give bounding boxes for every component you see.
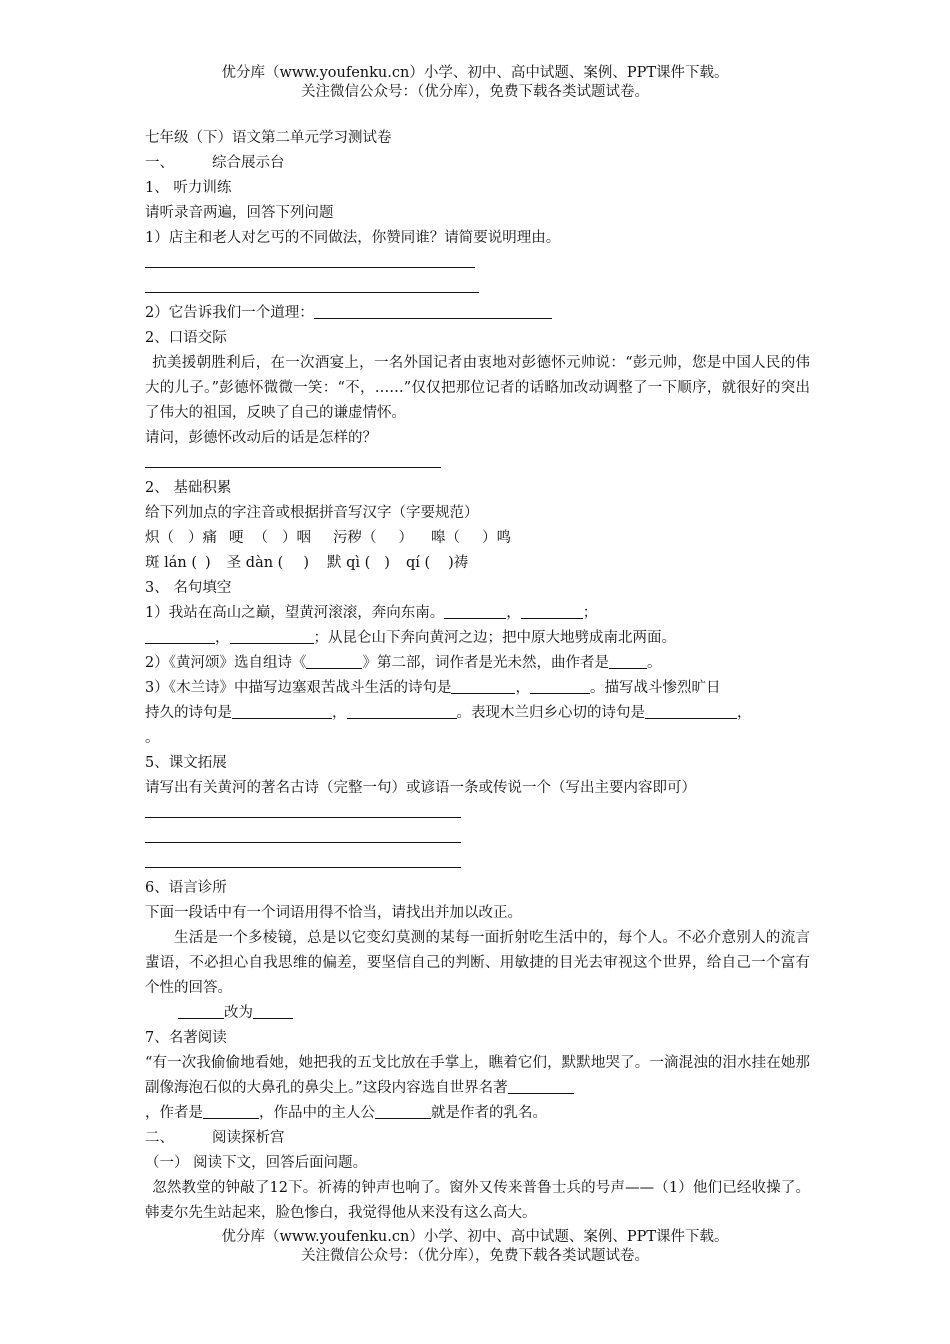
answer-blank[interactable] [347, 704, 457, 719]
q4-s3-line3: 。 [145, 730, 160, 746]
char-item: 炽（ [145, 530, 174, 546]
q4-punct: ， [737, 705, 752, 721]
document-body [145, 126, 810, 1226]
answer-blank[interactable] [314, 304, 552, 319]
answer-line[interactable] [145, 851, 810, 876]
q1-title: 1、 听力训练 [145, 180, 232, 196]
q4-s2 [145, 651, 810, 676]
pinyin-item: 圣 dàn ( [226, 555, 284, 571]
r1-passage: 忽然教堂的钟敲了12下。祈祷的钟声也响了。窗外又传来普鲁士兵的号声——（1）他们已经收操了。韩麦尔先生站起来，脸色惨白，我觉得他从来没有这么高大。 [145, 1180, 810, 1221]
q4-text: ；从昆仑山下奔向黄河之边；把中原大地劈成南北两面。 [313, 630, 676, 646]
q6-change-row [145, 1001, 810, 1026]
footer-line-1: 优分库（www.youfenku.cn）小学、初中、高中试题、案例、PPT课件下载。 [221, 1229, 729, 1245]
answer-line[interactable] [145, 276, 810, 301]
q4-text: 》第二部，词作者是光未然，曲作者是 [362, 655, 609, 671]
q6-intro: 下面一段话中有一个词语用得不恰当，请找出并加以改正。 [145, 905, 522, 921]
header-line-2: 关注微信公众号：（优分库），免费下载各类试题试卷。 [301, 84, 649, 100]
q7-line2 [145, 1101, 810, 1126]
answer-blank[interactable] [609, 654, 647, 669]
answer-blank[interactable] [508, 1079, 574, 1094]
page-header [0, 64, 950, 102]
pinyin-item: 默 qì ( [326, 555, 371, 571]
q4-punct: ， [332, 705, 347, 721]
q4-text: 1）我站在高山之巅，望黄河滚滚，奔向东南。 [145, 605, 445, 621]
q4-text: 。表现木兰归乡心切的诗句是 [456, 705, 645, 721]
q4-s1-line1 [145, 601, 810, 626]
q2-question: 请问，彭德怀改动后的话是怎样的？ [145, 430, 377, 446]
answer-blank[interactable] [253, 1004, 293, 1019]
q1-sub2-text: 2）它告诉我们一个道理： [145, 305, 314, 321]
q7-passage-text: “有一次我偷偷地看她，她把我的五戈比放在手掌上，瞧着它们，默默地哭了。一滴混浊的泪水挂在她那副像海泡石似的大鼻孔的鼻尖上。”这段内容选自世界名著 [145, 1055, 810, 1096]
footer-line-2: 关注微信公众号：（优分库），免费下载各类试题试卷。 [301, 1248, 649, 1264]
answer-blank[interactable] [230, 629, 314, 644]
pinyin-item: 斑 lán ( [145, 555, 197, 571]
pinyin-item: ) [384, 555, 390, 571]
answer-blank[interactable] [375, 1104, 431, 1119]
answer-line[interactable] [145, 451, 810, 476]
q4-text: 。描写战斗惨烈旷日 [589, 680, 721, 696]
answer-blank[interactable] [645, 704, 737, 719]
char-item: ）咽 [282, 530, 311, 546]
q1-intro: 请听录音两遍，回答下列问题 [145, 205, 334, 221]
answer-blank[interactable] [232, 704, 332, 719]
q4-s3-line1 [145, 676, 810, 701]
q4-punct: ， [215, 630, 230, 646]
answer-blank[interactable] [530, 679, 590, 694]
q7-title: 7、名著阅读 [145, 1030, 227, 1046]
doc-title: 七年级（下）语文第二单元学习测试卷 [145, 130, 392, 146]
answer-line[interactable] [145, 251, 810, 276]
q1-sub1: 1）店主和老人对乞丐的不同做法，你赞同谁？请简要说明理由。 [145, 230, 561, 246]
q7-text: ，作品中的主人公 [259, 1105, 375, 1121]
part1-label: 综合展示台 [212, 155, 285, 171]
char-item: 污秽（ [333, 530, 377, 546]
part1-heading [145, 151, 810, 176]
q4-text: 2）《黄河颂》选自组诗《 [145, 655, 307, 671]
answer-line[interactable] [145, 826, 810, 851]
r1-title: （一） 阅读下文，回答后面问题。 [145, 1155, 368, 1171]
answer-blank[interactable] [203, 1104, 259, 1119]
q4-text: 持久的诗句是 [145, 705, 232, 721]
part2-num: 二、 [145, 1130, 174, 1146]
char-item: ） [398, 530, 413, 546]
q6-change-label: 改为 [224, 1005, 253, 1021]
page-footer [0, 1228, 950, 1266]
q7-passage [145, 1051, 810, 1101]
q3-title: 2、 基础积累 [145, 480, 232, 496]
q4-s3-line2 [145, 701, 810, 726]
pinyin-item: )祷 [448, 555, 469, 571]
q4-punct: ， [506, 605, 521, 621]
pinyin-item: qí ( [405, 555, 431, 571]
answer-line[interactable] [145, 801, 810, 826]
char-item: 哽 [229, 530, 244, 546]
answer-blank[interactable] [145, 629, 215, 644]
answer-blank[interactable] [178, 1004, 224, 1019]
pinyin-item: ) [303, 555, 309, 571]
part2-heading [145, 1126, 810, 1151]
q4-punct: 。 [646, 655, 662, 671]
q4-s1-line2 [145, 626, 810, 651]
q3-row1 [145, 526, 810, 551]
char-item: （ [253, 530, 268, 546]
q5-title: 5、课文拓展 [145, 755, 227, 771]
part2-label: 阅读探析宫 [212, 1130, 285, 1146]
q2-title: 2、口语交际 [145, 330, 227, 346]
char-item: ）鸣 [482, 530, 511, 546]
q4-punct: ； [582, 605, 598, 621]
q7-text: ，作者是 [145, 1105, 203, 1121]
q7-text: 就是作者的乳名。 [431, 1105, 547, 1121]
answer-blank[interactable] [451, 679, 515, 694]
part1-num: 一、 [145, 155, 174, 171]
q4-punct: ， [515, 680, 530, 696]
answer-blank[interactable] [521, 604, 583, 619]
answer-blank[interactable] [444, 604, 506, 619]
pinyin-item: ) [205, 555, 211, 571]
char-item: ）痛 [188, 530, 217, 546]
q2-passage: 抗美援朝胜利后，在一次酒宴上，一名外国记者由衷地对彭德怀元帅说：“彭元帅，您是中国人民的伟大的儿子。”彭德怀微微一笑：“不，……”仅仅把那位记者的话略加改动调整了一下顺序，就很好的突出了伟大的祖国，反映了自己的谦虚情怀。 [145, 355, 810, 421]
char-item: 嗥（ [431, 530, 460, 546]
answer-blank[interactable] [306, 654, 362, 669]
q4-text: 3）《木兰诗》中描写边塞艰苦战斗生活的诗句是 [145, 680, 452, 696]
q5-intro: 请写出有关黄河的著名古诗（完整一句）或谚语一条或传说一个（写出主要内容即可） [145, 780, 696, 796]
q6-passage: 生活是一个多棱镜，总是以它变幻莫测的某每一面折射吃生活中的，每个人。不必介意别人的流言蜚语，不必担心自我思维的偏差，要坚信自己的判断、用敏捷的目光去审视这个世界，给自己一个富有个性的回答。 [145, 930, 810, 996]
q3-row2 [145, 551, 810, 576]
q4-title: 3、 名句填空 [145, 580, 232, 596]
q1-sub2 [145, 301, 810, 326]
q6-title: 6、语言诊所 [145, 880, 227, 896]
q3-intro: 给下列加点的字注音或根据拼音写汉字（字要规范） [145, 505, 479, 521]
header-line-1: 优分库（www.youfenku.cn）小学、初中、高中试题、案例、PPT课件下载。 [221, 65, 729, 81]
